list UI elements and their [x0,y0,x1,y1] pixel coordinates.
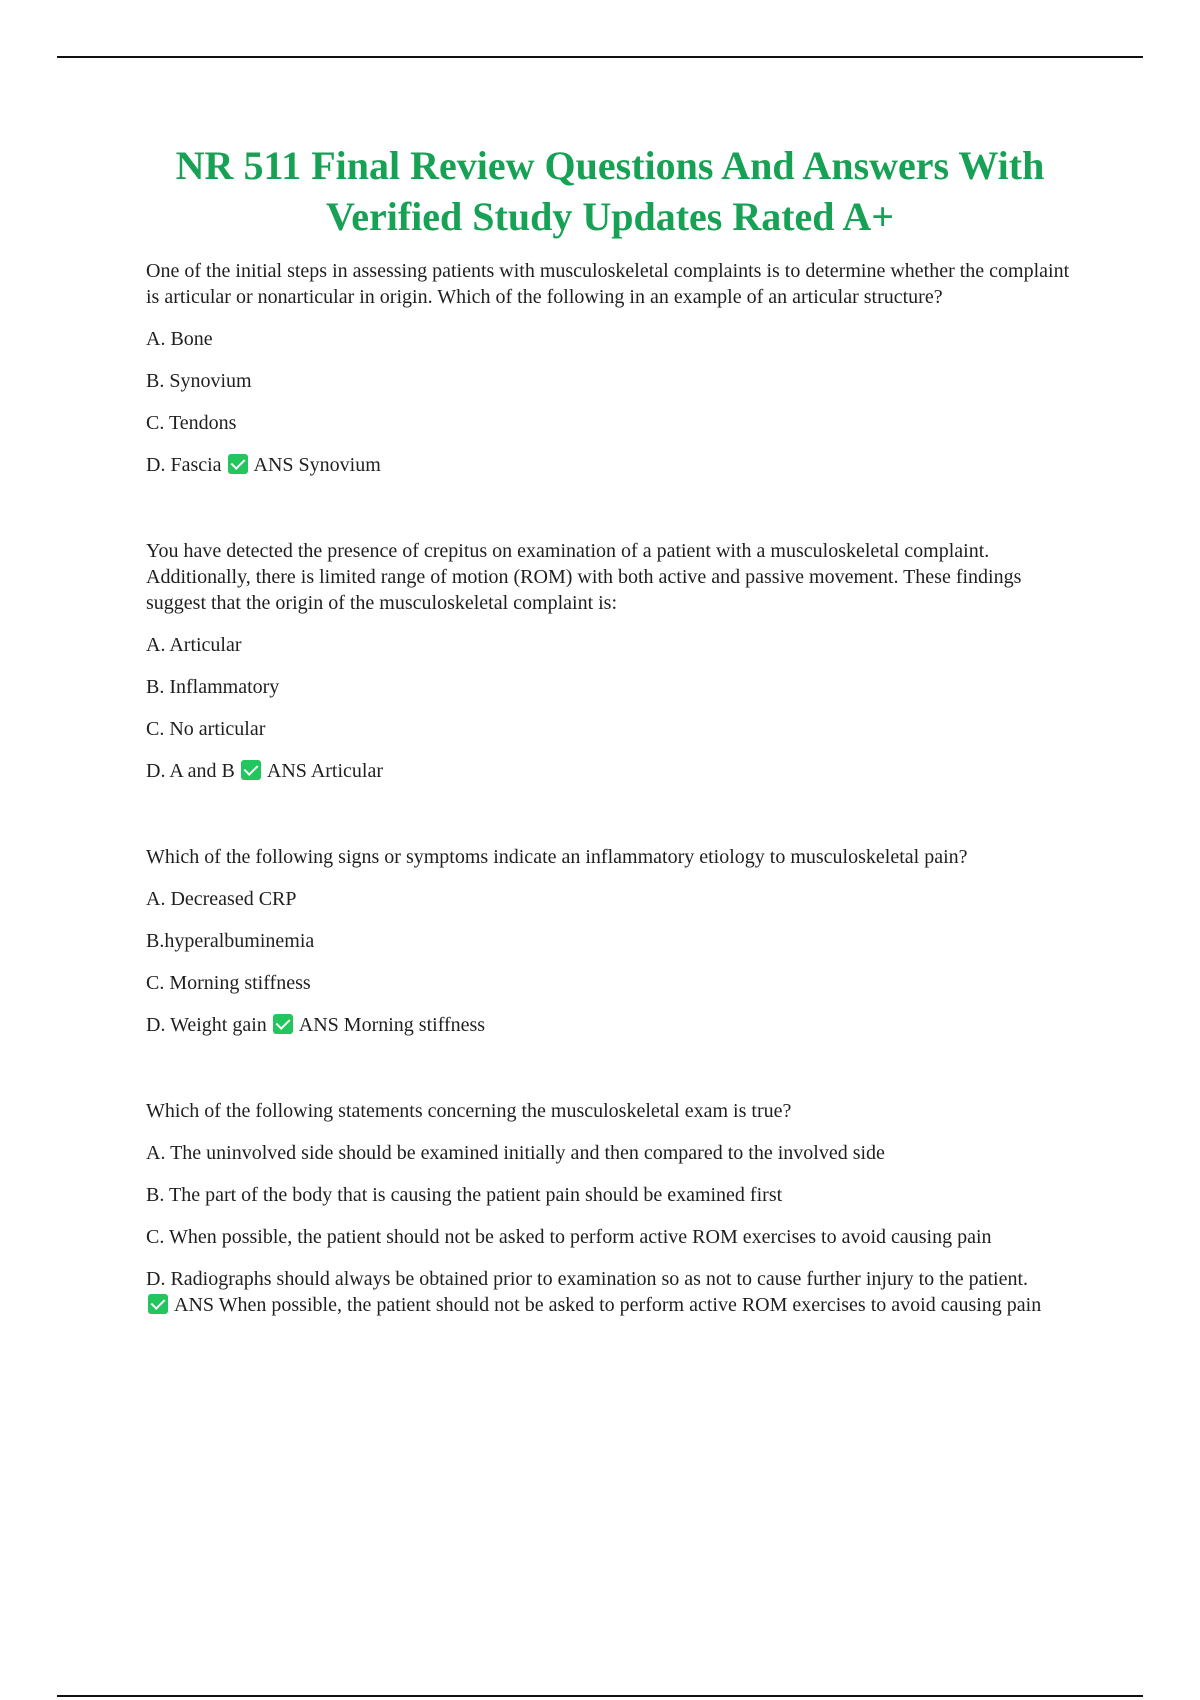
option-b: B. Synovium [146,370,252,392]
option-d: D. A and B [146,760,235,782]
option-c: C. Tendons [146,412,237,434]
question-text: You have detected the presence of crepitus on examination of a patient with a musculoskeletal complaint. Additionally, there is limited range of motion (ROM) with both active and passive movement. These findings suggest that the origin of the musculoskeletal complaint is: [146,540,1022,614]
checkmark-icon [148,1294,168,1314]
document-title: NR 511 Final Review Questions And Answers With Verified Study Updates Rated A+ [175,143,1045,239]
question-block-4 [146,1098,1086,1318]
option-d: D. Weight gain [146,1014,267,1036]
option-b: B. Inflammatory [146,676,280,698]
option-b: B. The part of the body that is causing the patient pain should be examined first [146,1184,783,1206]
checkmark-icon [228,454,248,474]
option-a: A. The uninvolved side should be examined initially and then compared to the involved side [146,1142,885,1164]
option-d-with-answer [146,758,1086,784]
question-list [146,258,1086,1378]
bottom-rule [57,1695,1143,1697]
question-text: Which of the following statements concerning the musculoskeletal exam is true? [146,1100,792,1122]
answer-text: ANS When possible, the patient should not be asked to perform active ROM exercises to avoid causing pain [174,1294,1042,1316]
checkmark-icon [241,760,261,780]
option-d-with-answer [146,1266,1086,1318]
checkmark-icon [273,1014,293,1034]
option-d-with-answer [146,1012,1086,1038]
answer-text: ANS Morning stiffness [298,1014,486,1036]
question-block-1 [146,258,1086,478]
option-a: A. Articular [146,634,242,656]
option-d-with-answer [146,452,1086,478]
option-a: A. Bone [146,328,213,350]
question-block-3 [146,844,1086,1038]
option-c: C. Morning stiffness [146,972,311,994]
question-text: Which of the following signs or symptoms indicate an inflammatory etiology to musculoskeletal pain? [146,846,968,868]
top-rule [57,56,1143,58]
answer-text: ANS Articular [266,760,383,782]
option-d: D. Fascia [146,454,222,476]
option-d: D. Radiographs should always be obtained prior to examination so as not to cause further injury to the patient. [146,1268,1029,1290]
answer-text: ANS Synovium [253,454,381,476]
option-b: B.hyperalbuminemia [146,930,315,952]
question-text: One of the initial steps in assessing patients with musculoskeletal complaints is to determine whether the complaint is articular or nonarticular in origin. Which of the following in an example of an articular structure? [146,260,1070,308]
option-c: C. When possible, the patient should not be asked to perform active ROM exercises to avoid causing pain [146,1226,992,1248]
option-a: A. Decreased CRP [146,888,297,910]
question-block-2 [146,538,1086,784]
option-c: C. No articular [146,718,266,740]
